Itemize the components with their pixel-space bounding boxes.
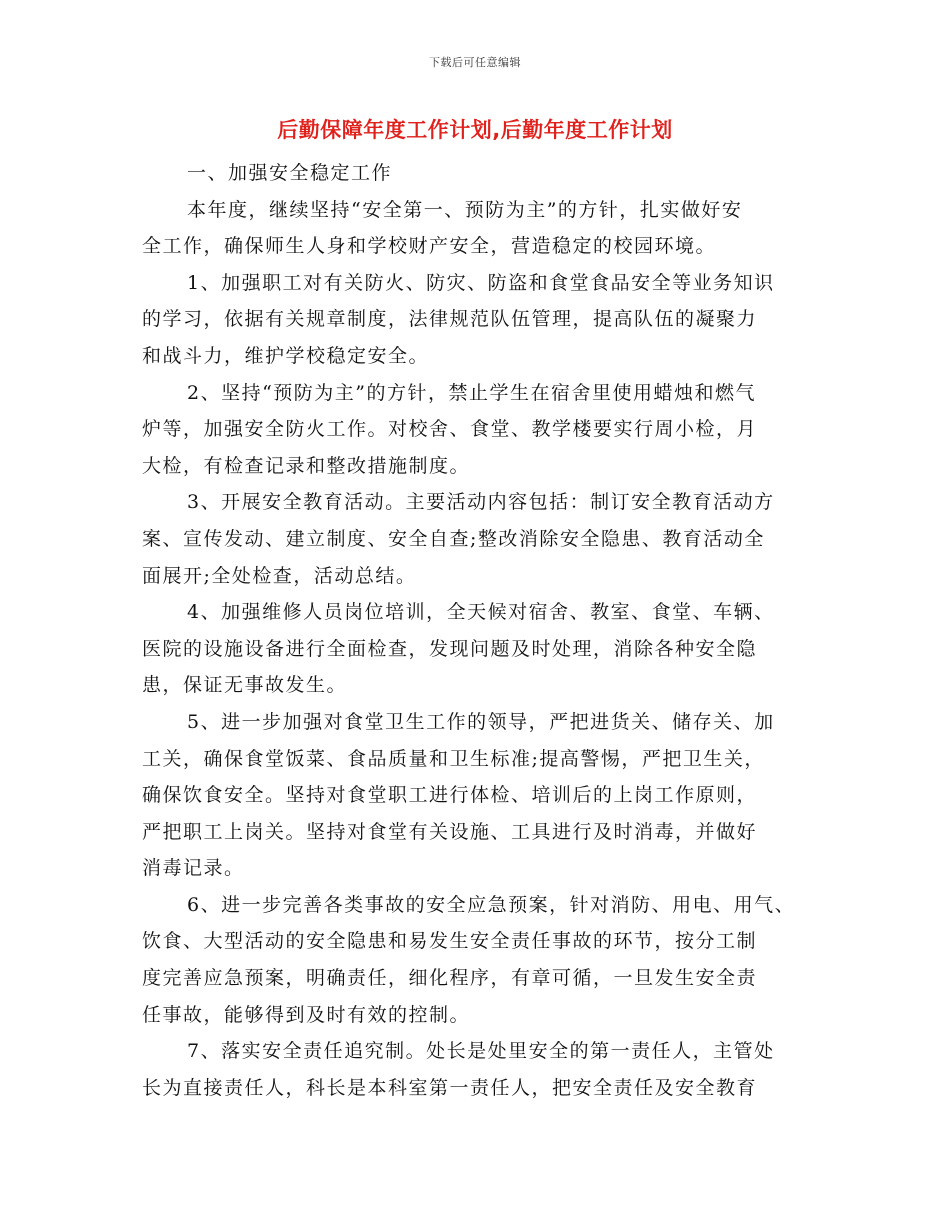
text-line: 案、宣传发动、建立制度、安全自查;整改消除安全隐患、教育活动全 — [142, 527, 765, 550]
text-line: 确保饮食安全。坚持对食堂职工进行体检、培训后的上岗工作原则， — [142, 784, 758, 807]
text-line: 5、进一步加强对食堂卫生工作的领导，严把进货关、储存关、加 — [187, 710, 775, 733]
text-line: 炉等，加强安全防火工作。对校舍、食堂、教学楼要实行周小检，月 — [142, 418, 758, 441]
text-line: 7、落实安全责任追究制。处长是处里安全的第一责任人，主管处 — [187, 1040, 775, 1063]
text-line: 和战斗力，维护学校稳定安全。 — [142, 344, 430, 367]
text-line: 长为直接责任人，科长是本科室第一责任人，把安全责任及安全教育 — [142, 1076, 758, 1099]
text-line: 患，保证无事故发生。 — [142, 674, 348, 697]
text-line: 一、加强安全稳定工作 — [187, 162, 393, 184]
document-body — [142, 155, 812, 1106]
text-line: 全工作，确保师生人身和学校财产安全，营造稳定的校园环境。 — [142, 235, 717, 258]
text-line: 饮食、大型活动的安全隐患和易发生安全责任事故的环节，按分工制 — [142, 930, 758, 953]
text-line: 1、加强职工对有关防火、防灾、防盗和食堂食品安全等业务知识 — [187, 271, 775, 294]
text-line: 大检，有检查记录和整改措施制度。 — [142, 454, 471, 477]
text-line: 本年度，继续坚持“安全第一、预防为主”的方针，扎实做好安 — [187, 198, 743, 221]
text-line: 3、开展安全教育活动。主要活动内容包括：制订安全教育活动方 — [187, 491, 775, 514]
text-line: 4、加强维修人员岗位培训，全天候对宿舍、教室、食堂、车辆、 — [187, 601, 775, 624]
text-line: 医院的设施设备进行全面检查，发现问题及时处理，消除各种安全隐 — [142, 637, 758, 660]
text-line: 2、坚持“预防为主”的方针，禁止学生在宿舍里使用蜡烛和燃气 — [187, 381, 757, 404]
text-line: 消毒记录。 — [142, 857, 245, 880]
text-line: 度完善应急预案，明确责任，细化程序，有章可循，一旦发生安全责 — [142, 967, 758, 990]
text-line: 严把职工上岗关。坚持对食堂有关设施、工具进行及时消毒，并做好 — [142, 820, 758, 843]
text-line: 的学习，依据有关规章制度，法律规范队伍管理，提高队伍的凝聚力 — [142, 308, 758, 331]
page-header-note: 下载后可任意编辑 — [429, 56, 521, 69]
text-line: 任事故，能够得到及时有效的控制。 — [142, 1003, 471, 1026]
document-title: 后勤保障年度工作计划,后勤年度工作计划 — [277, 118, 673, 142]
text-line: 工关，确保食堂饭菜、食品质量和卫生标准;提高警惕，严把卫生关， — [142, 747, 765, 770]
text-line: 6、进一步完善各类事故的安全应急预案，针对消防、用电、用气、 — [187, 893, 796, 916]
text-line: 面展开;全处检查，活动总结。 — [142, 564, 417, 587]
